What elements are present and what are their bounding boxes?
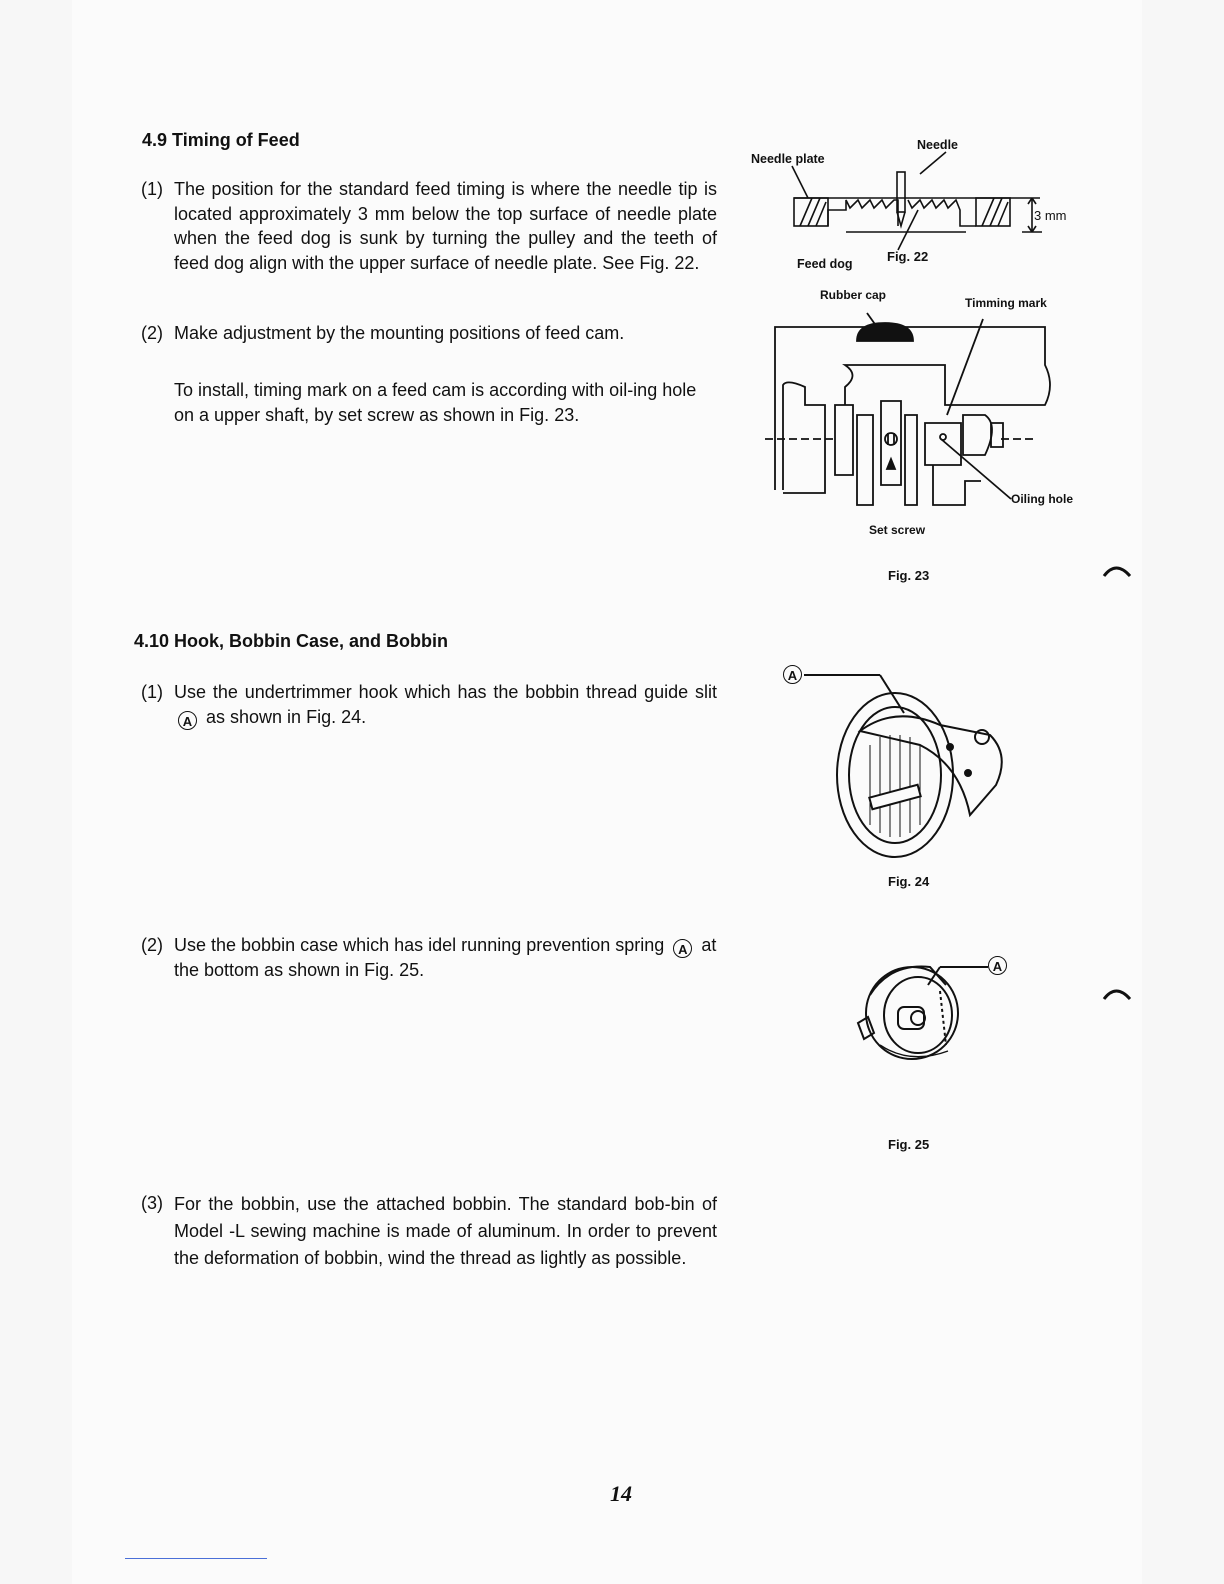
item-text-part-a: Use the bobbin case which has idel running prevention spring	[174, 935, 665, 955]
label-timing-mark: Timming mark	[965, 296, 1047, 310]
item-text	[174, 933, 722, 983]
paragraph-4-9-install: To install, timing mark on a feed cam is according with oil-ing hole on a upper shaft, by set screw as shown in Fig. 23.	[174, 380, 697, 425]
heading-4-10: 4.10 Hook, Bobbin Case, and Bobbin	[134, 631, 449, 651]
figure-caption-25: Fig. 25	[888, 1137, 930, 1152]
paragraph-4-10-1	[141, 680, 721, 730]
paragraph-4-9-2	[141, 321, 721, 347]
footer-rule	[125, 1558, 267, 1559]
label-set-screw: Set screw	[869, 523, 926, 537]
fig24-label-a: A	[783, 665, 802, 684]
item-number: (1)	[141, 179, 163, 199]
label-3mm: 3 mm	[1034, 208, 1067, 223]
item-text: The position for the standard feed timing is where the needle tip is located approximately 3 mm below the top surface of needle plate when the feed dog is sunk by turning the pulley and the teeth of feed dog align with the upper surface of needle plate. See Fig. 22.	[174, 179, 717, 273]
item-text	[174, 680, 717, 730]
item-text-part-a: Use the undertrimmer hook which has the bobbin thread guide slit	[174, 682, 717, 702]
figure-caption-22: Fig. 22	[887, 249, 929, 264]
label-needle: Needle	[917, 138, 958, 152]
heading-4-9: 4.9 Timing of Feed	[142, 130, 300, 150]
item-number: (2)	[141, 323, 163, 343]
edge-mark-bottom	[1102, 985, 1132, 1001]
figure-caption-24: Fig. 24	[888, 874, 930, 889]
item-text-part-b: as shown in Fig. 24.	[206, 706, 367, 727]
page-number: 14	[610, 1481, 632, 1506]
circled-a-marker: A	[673, 939, 692, 958]
label-oiling-hole: Oiling hole	[1011, 492, 1073, 506]
item-text: Make adjustment by the mounting positions of feed cam.	[174, 323, 625, 343]
edge-mark-top	[1102, 562, 1132, 578]
item-number: (2)	[141, 935, 163, 955]
paragraph-4-10-2	[141, 933, 721, 983]
circled-a-marker: A	[178, 711, 197, 730]
paragraph-4-10-3	[141, 1191, 721, 1291]
item-number: (1)	[141, 682, 163, 702]
figure-23-diagram	[765, 305, 1065, 520]
item-text: For the bobbin, use the attached bobbin. The standard bob-bin of Model -L sewing machine is made of aluminum. In order to prevent the deformation of bobbin, wind the thread as lightly as possible.	[174, 1194, 717, 1268]
label-rubber-cap: Rubber cap	[820, 288, 887, 302]
figure-24-hook-illustration	[800, 665, 1020, 865]
paragraph-4-9-1	[141, 177, 721, 297]
figure-25-bobbin-case-illustration	[850, 955, 1000, 1075]
label-needle-plate: Needle plate	[751, 152, 825, 166]
label-feed-dog: Feed dog	[797, 257, 853, 271]
item-text-part-b: at the bottom as shown in Fig. 25.	[174, 935, 717, 980]
fig25-label-a: A	[988, 956, 1007, 975]
figure-caption-23: Fig. 23	[888, 568, 930, 583]
item-number: (3)	[141, 1193, 163, 1213]
figure-22-diagram	[750, 150, 1050, 260]
